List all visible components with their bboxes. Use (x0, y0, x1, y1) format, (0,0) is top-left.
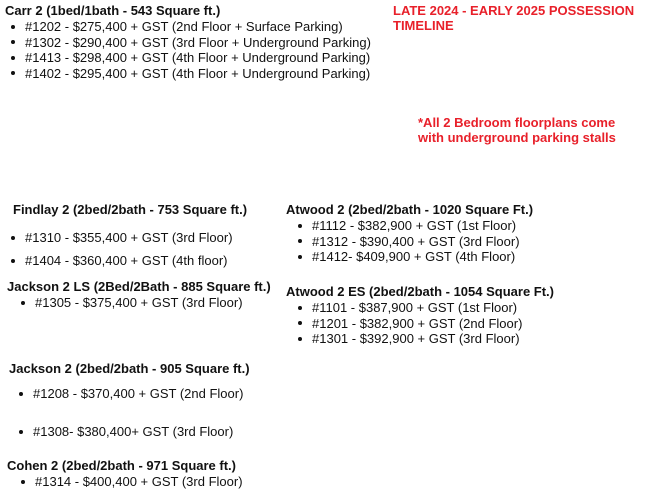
bullet-icon (11, 25, 15, 29)
bullet-icon (21, 301, 25, 305)
list-item: #1305 - $375,400 + GST (3rd Floor) (21, 295, 243, 311)
list-item: #1101 - $387,900 + GST (1st Floor) (298, 300, 522, 316)
list-item: #1308- $380,400+ GST (3rd Floor) (19, 424, 233, 440)
bullet-icon (11, 236, 15, 240)
bullet-icon (298, 321, 302, 325)
cohen2-title: Cohen 2 (2bed/2bath - 971 Square ft.) (7, 458, 236, 473)
bullet-icon (11, 56, 15, 60)
jackson2-title: Jackson 2 (2bed/2bath - 905 Square ft.) (9, 361, 250, 376)
findlay2-title: Findlay 2 (2bed/2bath - 753 Square ft.) (13, 202, 248, 217)
possession-timeline-line2: TIMELINE (393, 18, 454, 33)
bullet-icon (19, 392, 23, 396)
jackson2ls-title: Jackson 2 LS (2Bed/2Bath - 885 Square ft.) (7, 279, 271, 294)
possession-timeline-line1: LATE 2024 - EARLY 2025 POSSESSION (393, 3, 635, 18)
bullet-icon (11, 40, 15, 44)
list-item: #1302 - $290,400 + GST (3rd Floor + Underground Parking) (11, 35, 371, 51)
bullet-icon (11, 259, 15, 263)
atwood2-title: Atwood 2 (2bed/2bath - 1020 Square Ft.) (286, 202, 534, 217)
bullet-icon (298, 239, 302, 243)
list-item: #1412- $409,900 + GST (4th Floor) (298, 249, 520, 265)
bullet-icon (298, 224, 302, 228)
bullet-icon (298, 306, 302, 310)
bullet-icon (298, 255, 302, 259)
carr2-title: Carr 2 (1bed/1bath - 543 Square ft.) (5, 3, 221, 18)
list-item: #1201 - $382,900 + GST (2nd Floor) (298, 316, 522, 332)
bullet-icon (21, 480, 25, 484)
bullet-icon (19, 430, 23, 434)
carr2-list (11, 19, 371, 81)
list-item: #1413 - $298,400 + GST (4th Floor + Underground Parking) (11, 50, 371, 66)
list-item: #1301 - $392,900 + GST (3rd Floor) (298, 331, 522, 347)
list-item: #1112 - $382,900 + GST (1st Floor) (298, 218, 520, 234)
parking-note-line2: with underground parking stalls (418, 130, 616, 145)
bullet-icon (11, 71, 15, 75)
list-item: #1404 - $360,400 + GST (4th floor) (11, 253, 227, 269)
list-item: #1202 - $275,400 + GST (2nd Floor + Surface Parking) (11, 19, 371, 35)
list-item: #1312 - $390,400 + GST (3rd Floor) (298, 234, 520, 250)
atwood2es-list (298, 300, 522, 347)
list-item: #1314 - $400,400 + GST (3rd Floor) (21, 474, 243, 490)
atwood2es-title: Atwood 2 ES (2bed/2bath - 1054 Square Ft.) (286, 284, 554, 299)
list-item: #1402 - $295,400 + GST (4th Floor + Underground Parking) (11, 66, 371, 82)
parking-note-line1: *All 2 Bedroom floorplans come (418, 115, 616, 130)
atwood2-list (298, 218, 520, 265)
bullet-icon (298, 337, 302, 341)
list-item: #1208 - $370,400 + GST (2nd Floor) (19, 386, 243, 402)
list-item: #1310 - $355,400 + GST (3rd Floor) (11, 230, 233, 246)
